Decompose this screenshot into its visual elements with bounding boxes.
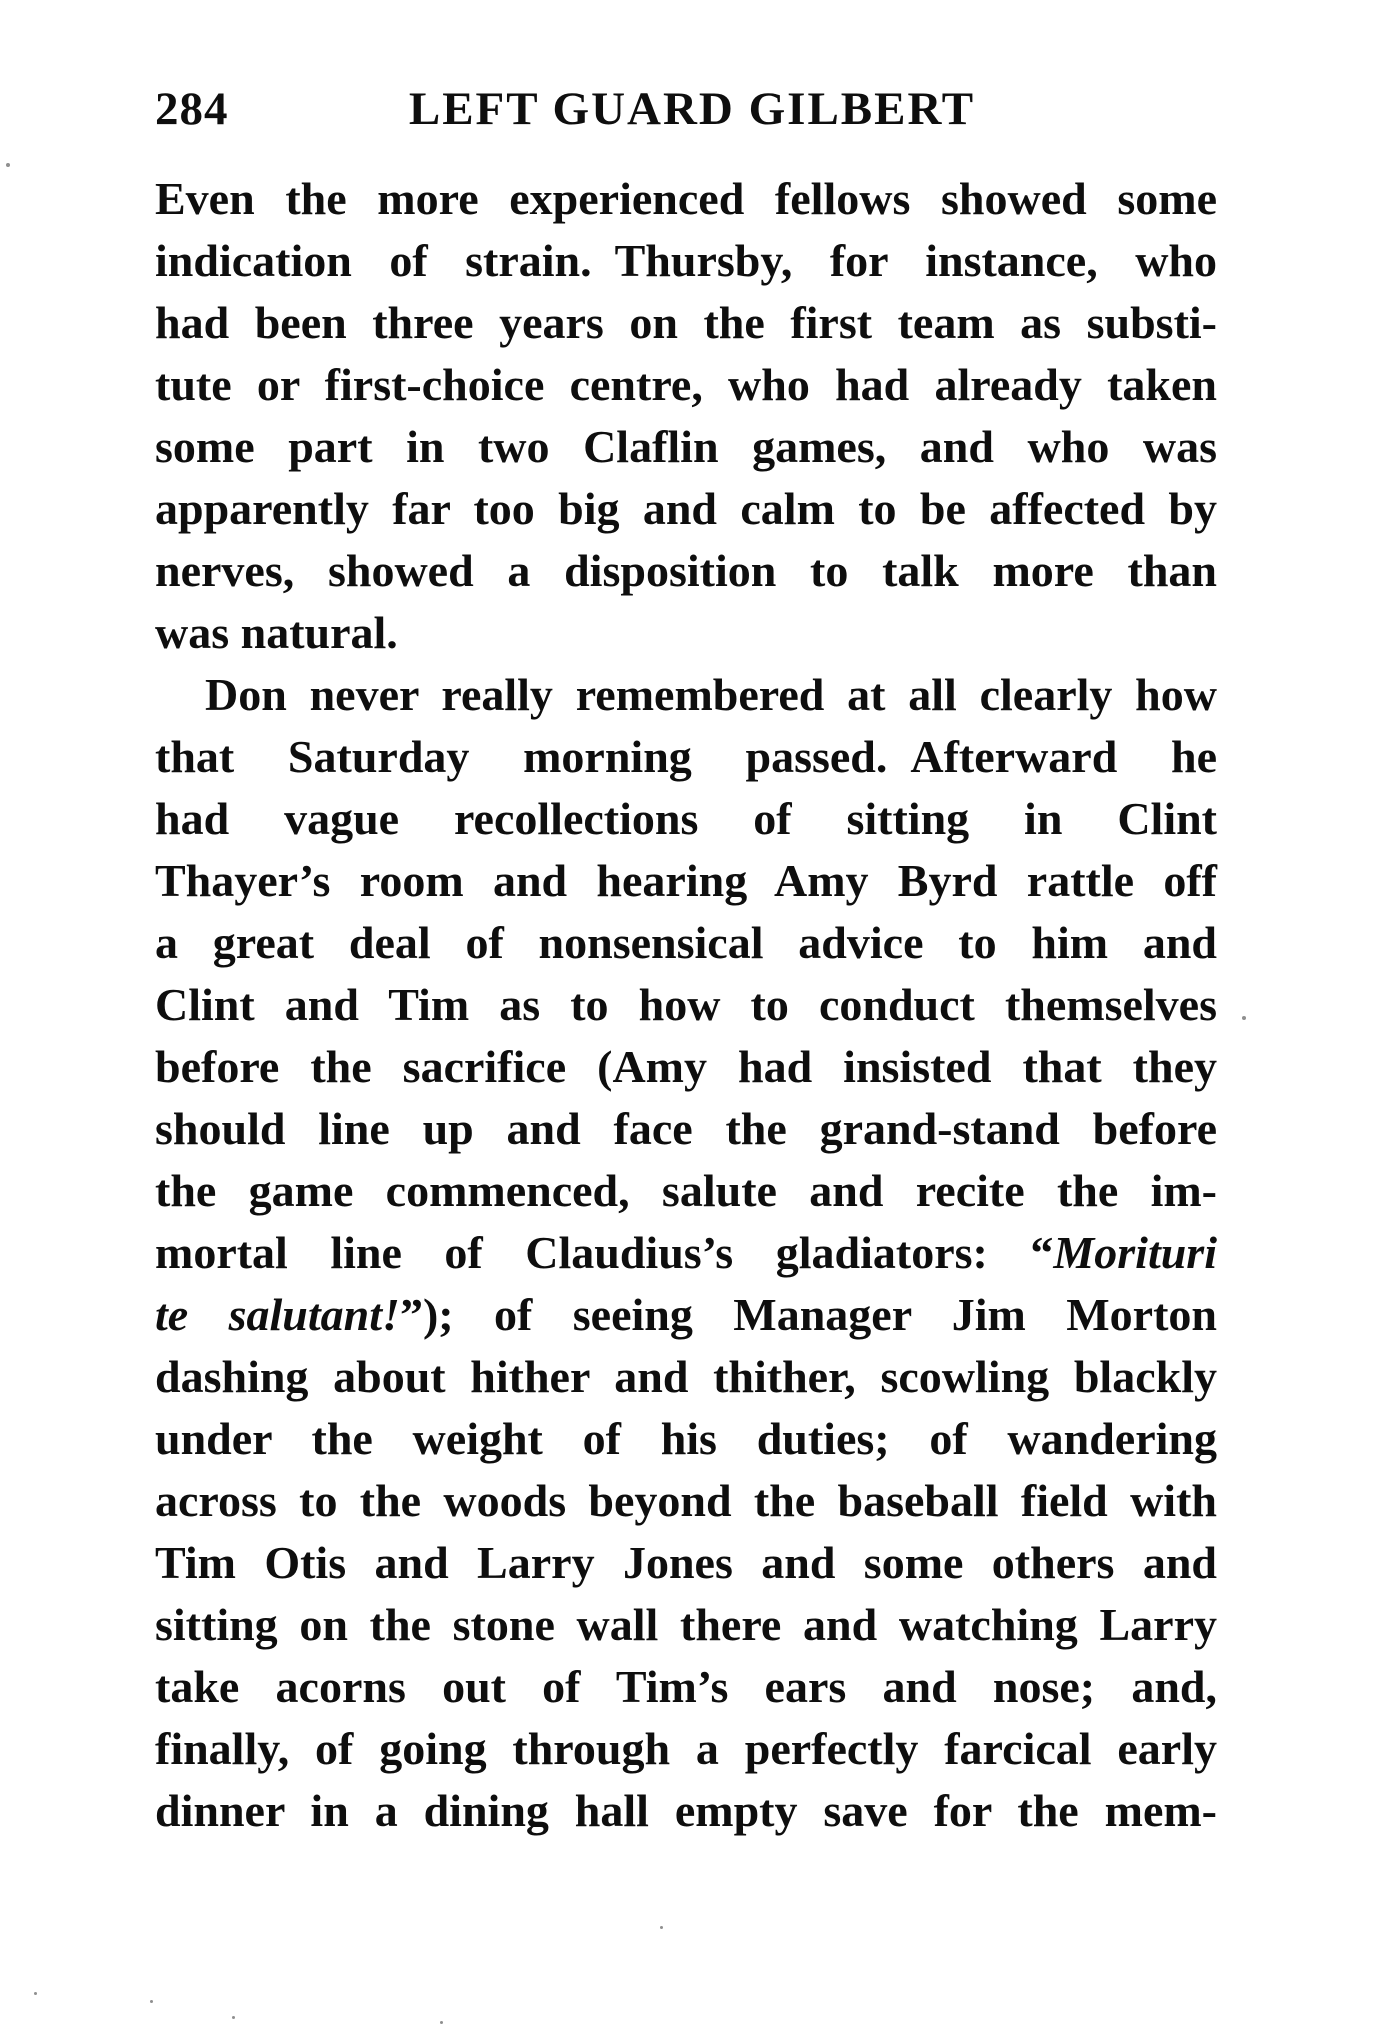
- text-line: [155, 1656, 1217, 1718]
- text-line: [155, 1718, 1217, 1780]
- text-segment: tute or first-choice centre, who had already taken: [155, 359, 1217, 410]
- text-segment: the game commenced, salute and recite the im-: [155, 1165, 1217, 1216]
- text-segment: that Saturday morning passed. Afterward he: [155, 731, 1217, 782]
- text-segment: mortal line of Claudius’s gladiators: “: [155, 1227, 1054, 1278]
- text-segment: ”); of seeing Manager Jim Morton: [399, 1289, 1218, 1340]
- scan-speck: [232, 2016, 235, 2019]
- text-segment: a great deal of nonsensical advice to him and: [155, 917, 1217, 968]
- text-segment: had been three years on the first team as substi-: [155, 297, 1217, 348]
- text-segment: finally, of going through a perfectly farcical early: [155, 1723, 1217, 1774]
- text-line: [155, 788, 1217, 850]
- scan-speck: [660, 1926, 663, 1929]
- text-line: [155, 912, 1217, 974]
- text-line: [155, 664, 1217, 726]
- text-line: [155, 1532, 1217, 1594]
- text-segment: Tim Otis and Larry Jones and some others and: [155, 1537, 1217, 1588]
- text-segment: Thayer’s room and hearing Amy Byrd rattle off: [155, 855, 1217, 906]
- scan-speck: [150, 2000, 153, 2003]
- text-line: [155, 974, 1217, 1036]
- text-segment: dashing about hither and thither, scowling blackly: [155, 1351, 1217, 1402]
- text-segment: apparently far too big and calm to be affected by: [155, 483, 1217, 534]
- text-line: [155, 1780, 1217, 1842]
- page-number: 284: [155, 83, 229, 135]
- text-segment: indication of strain. Thursby, for instance, who: [155, 235, 1217, 286]
- text-line: [155, 1222, 1217, 1284]
- scan-speck: [440, 2021, 443, 2024]
- text-segment: take acorns out of Tim’s ears and nose; and,: [155, 1661, 1217, 1712]
- text-line: [155, 1098, 1217, 1160]
- scan-speck: [34, 1992, 37, 1995]
- text-line: [155, 478, 1217, 540]
- text-line: [155, 354, 1217, 416]
- text-line: [155, 292, 1217, 354]
- text-line: [155, 1036, 1217, 1098]
- text-segment: Even the more experienced fellows showed some: [155, 173, 1217, 224]
- text-line: [155, 1470, 1217, 1532]
- text-line: [155, 1284, 1217, 1346]
- text-segment: should line up and face the grand-stand before: [155, 1103, 1217, 1154]
- italic-text-segment: te salutant!: [155, 1289, 400, 1340]
- text-segment: had vague recollections of sitting in Clint: [155, 793, 1217, 844]
- text-segment: Clint and Tim as to how to conduct themselves: [155, 979, 1217, 1030]
- text-segment: nerves, showed a disposition to talk more than: [155, 545, 1217, 596]
- text-line: [155, 1160, 1217, 1222]
- text-line: [155, 230, 1217, 292]
- text-segment: was natural.: [155, 607, 398, 658]
- text-segment: across to the woods beyond the baseball field with: [155, 1475, 1217, 1526]
- italic-text-segment: Morituri: [1053, 1227, 1217, 1278]
- text-segment: Don never really remembered at all clearly how: [205, 669, 1217, 720]
- text-segment: before the sacrifice (Amy had insisted that they: [155, 1041, 1217, 1092]
- text-segment: some part in two Claflin games, and who was: [155, 421, 1217, 472]
- text-line: [155, 850, 1217, 912]
- page-body: [155, 168, 1217, 1842]
- text-line: [155, 416, 1217, 478]
- text-line: [155, 1408, 1217, 1470]
- text-line: [155, 168, 1217, 230]
- text-segment: under the weight of his duties; of wandering: [155, 1413, 1217, 1464]
- text-line: [155, 1346, 1217, 1408]
- scan-speck: [6, 163, 10, 167]
- scan-speck: [1242, 1016, 1246, 1020]
- text-line: [155, 1594, 1217, 1656]
- text-segment: sitting on the stone wall there and watching Larry: [155, 1599, 1217, 1650]
- text-line: [155, 602, 1217, 664]
- running-header-title: LEFT GUARD GILBERT: [408, 83, 976, 135]
- text-line: [155, 726, 1217, 788]
- text-segment: dinner in a dining hall empty save for the mem-: [155, 1785, 1217, 1836]
- text-line: [155, 540, 1217, 602]
